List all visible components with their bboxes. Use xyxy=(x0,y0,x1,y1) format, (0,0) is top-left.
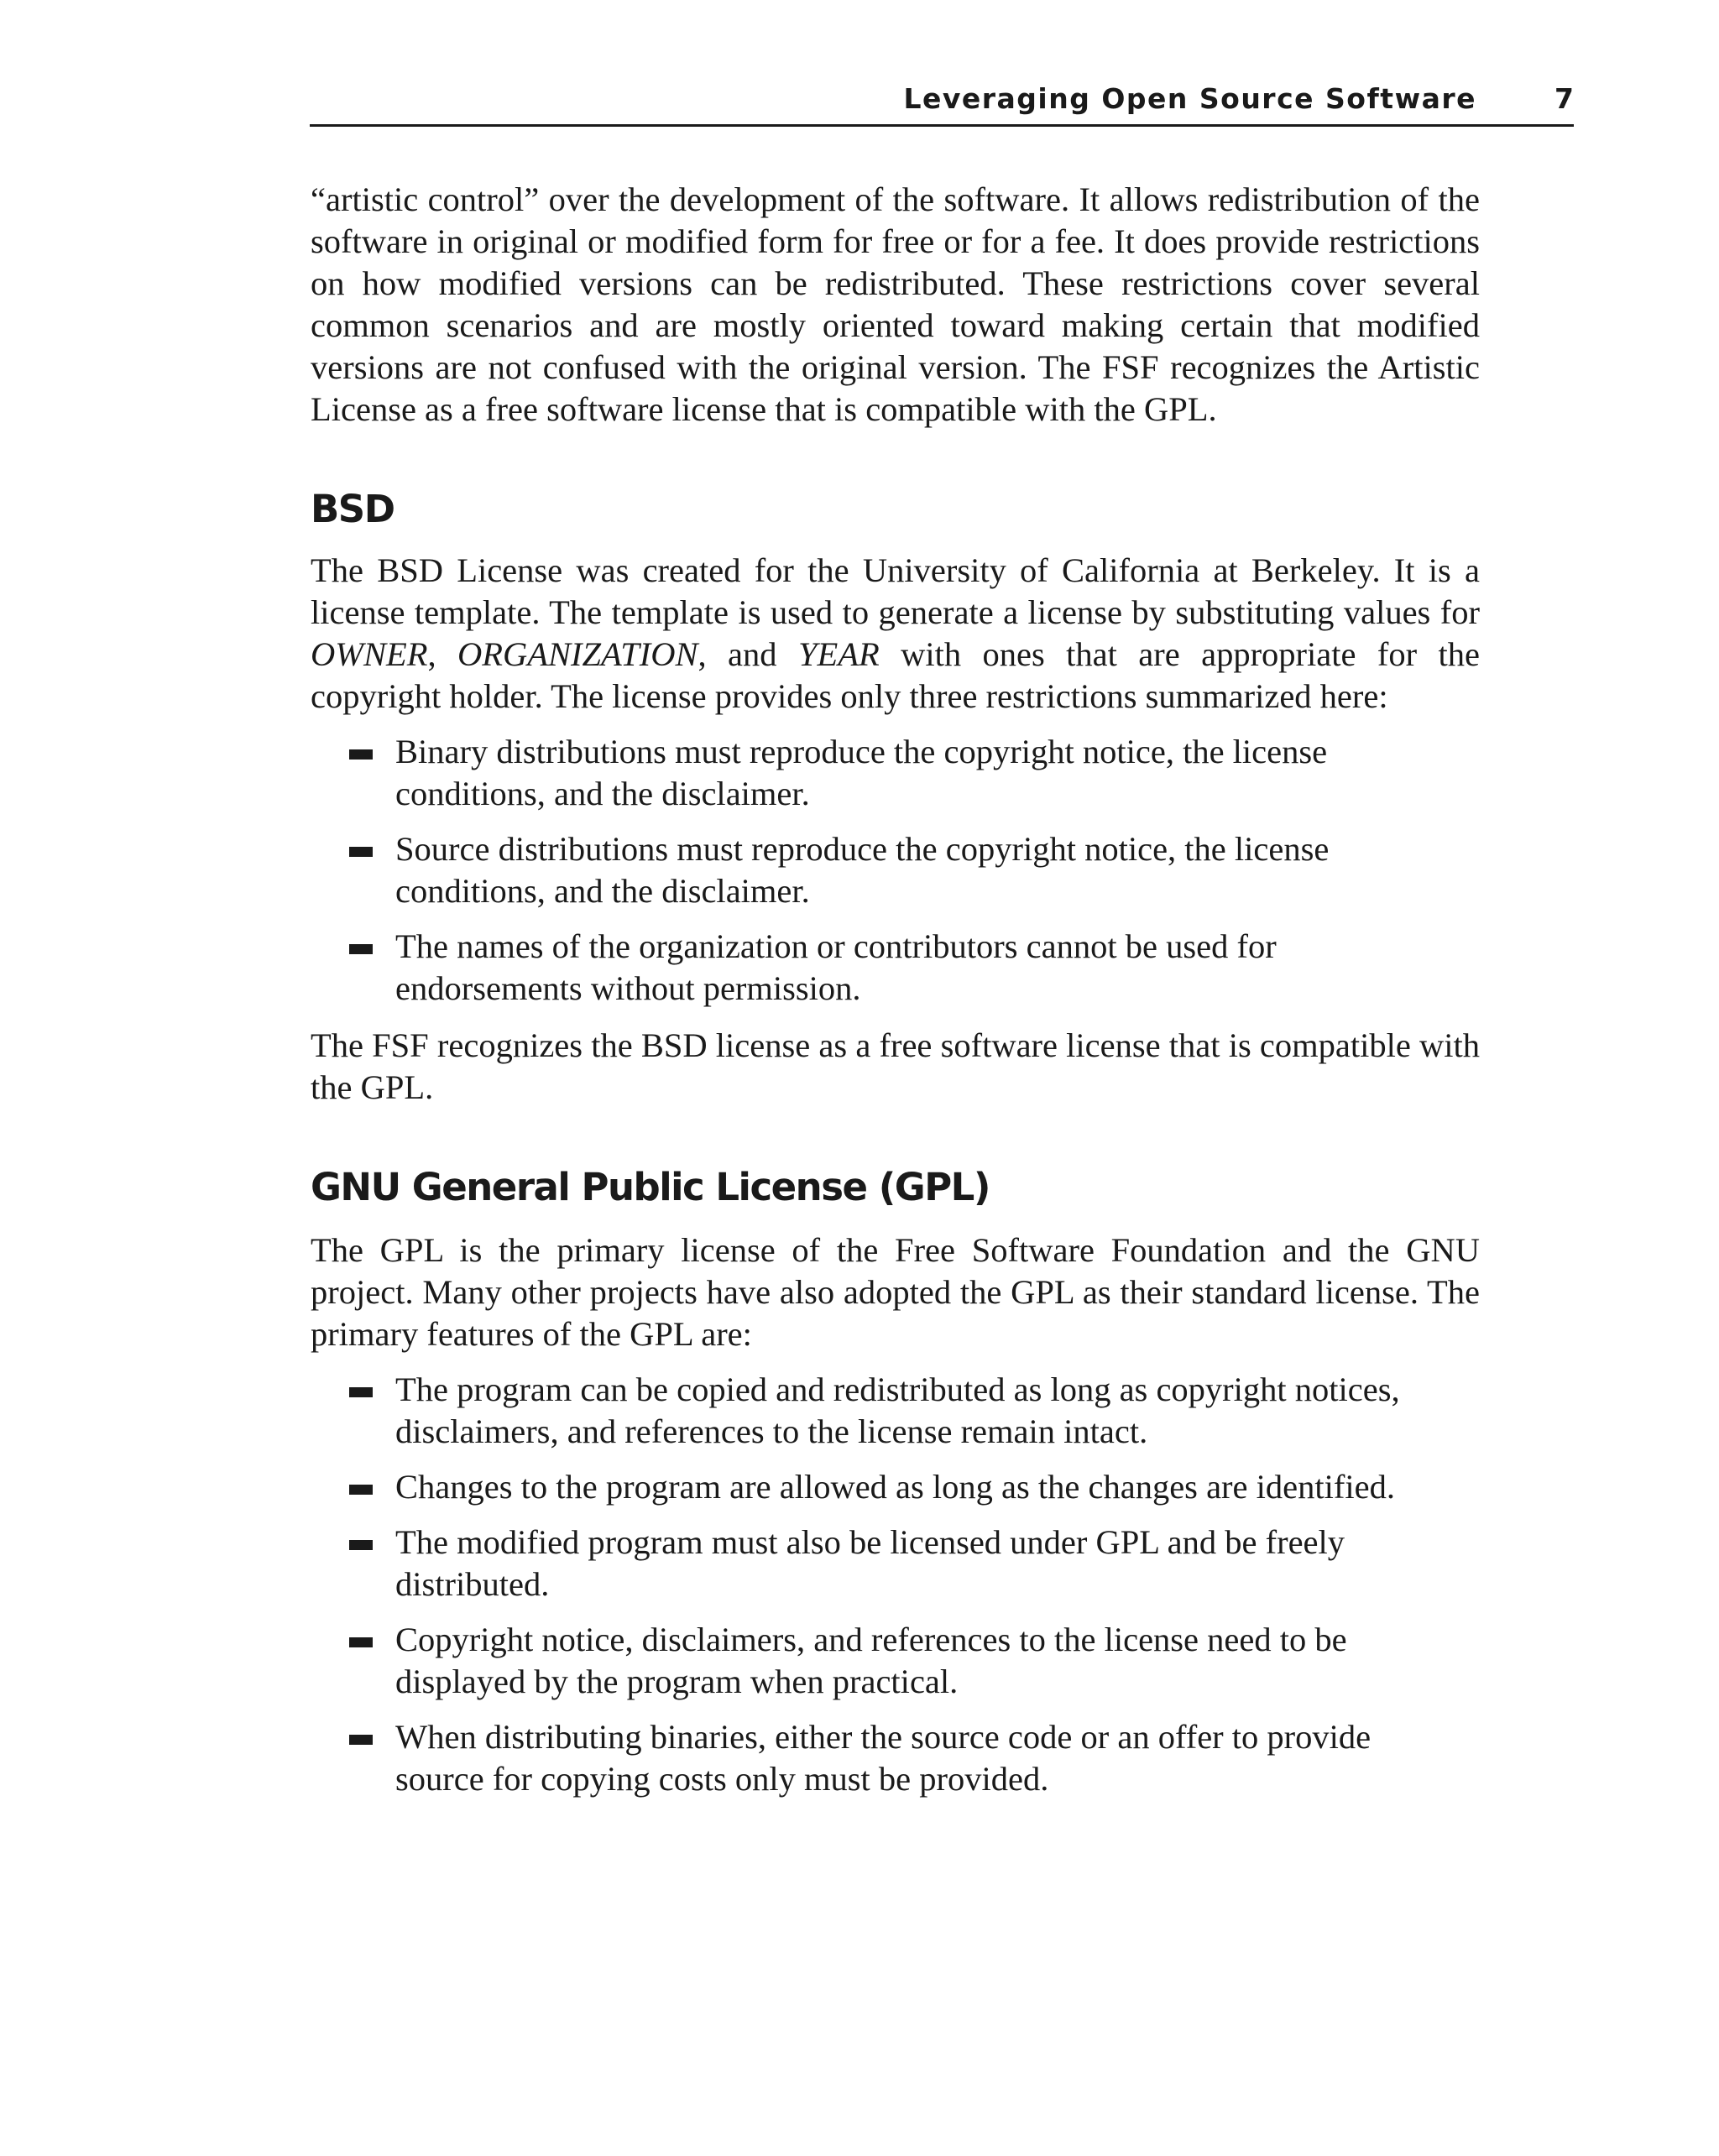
list-item xyxy=(311,1522,1480,1605)
page-content xyxy=(311,179,1480,1815)
bsd-intro-paragraph xyxy=(311,550,1480,718)
square-bullet-icon xyxy=(349,1540,373,1550)
gpl-intro-paragraph: The GPL is the primary license of the Free Software Foundation and the GNU project. Many other projects have also adopted the GPL as their standard license. The primary features of the GPL are: xyxy=(311,1231,1480,1353)
section-heading-bsd: BSD xyxy=(311,487,394,531)
square-bullet-icon xyxy=(349,1485,373,1495)
separator: , xyxy=(427,635,458,673)
list-item-text: The program can be copied and redistributed as long as copyright notices, disclaimers, and references to the license remain intact. xyxy=(395,1370,1400,1450)
bsd-intro-text: with ones that are appropriate for the copyright holder. The license provides only three restrictions summarized here: xyxy=(311,635,1481,715)
square-bullet-icon xyxy=(349,1637,373,1647)
square-bullet-icon xyxy=(349,1387,373,1397)
bsd-intro-text: The BSD License was created for the University of California at Berkeley. It is a license template. The template is used to generate a license by substituting values for xyxy=(311,551,1480,631)
page-number: 7 xyxy=(1554,82,1574,115)
bsd-restrictions-list xyxy=(311,731,1480,1010)
list-item xyxy=(311,828,1480,912)
section-heading-gpl: GNU General Public License (GPL) xyxy=(311,1165,990,1209)
term-owner: OWNER xyxy=(311,635,428,673)
list-item-text: Binary distributions must reproduce the copyright notice, the license conditions, and the disclaimer. xyxy=(395,733,1328,812)
list-item xyxy=(311,1716,1480,1800)
list-item-text: When distributing binaries, either the source code or an offer to provide source for copying costs only must be provided. xyxy=(395,1718,1372,1798)
list-item xyxy=(311,731,1480,815)
square-bullet-icon xyxy=(349,944,373,954)
square-bullet-icon xyxy=(349,749,373,760)
square-bullet-icon xyxy=(349,847,373,857)
running-title: Leveraging Open Source Software xyxy=(903,82,1476,115)
list-item-text: The names of the organization or contributors cannot be used for endorsements without permission. xyxy=(395,927,1277,1007)
intro-paragraph: “artistic control” over the development of the software. It allows redistribution of the software in original or modified form for free or for a fee. It does provide restrictions on how modified versions can be redistributed. These restrictions cover several common scenarios and are mostly oriented toward making certain that modified versions are not confused with the original version. The FSF recognizes the Artistic License as a free software license that is compatible with the GPL. xyxy=(311,180,1480,428)
list-item-text: Changes to the program are allowed as long as the changes are identified. xyxy=(395,1468,1395,1506)
list-item xyxy=(311,1619,1480,1703)
list-item xyxy=(311,926,1480,1010)
list-item-text: Copyright notice, disclaimers, and references to the license need to be displayed by the program when practical. xyxy=(395,1621,1347,1700)
gpl-features-list xyxy=(311,1369,1480,1800)
term-organization: ORGANIZATION xyxy=(457,635,698,673)
square-bullet-icon xyxy=(349,1735,373,1745)
running-head xyxy=(310,74,1574,127)
list-item xyxy=(311,1369,1480,1453)
list-item-text: Source distributions must reproduce the copyright notice, the license conditions, and the disclaimer. xyxy=(395,830,1330,910)
term-year: YEAR xyxy=(797,635,880,673)
separator: , and xyxy=(698,635,798,673)
bsd-closing-paragraph: The FSF recognizes the BSD license as a free software license that is compatible with the GPL. xyxy=(311,1026,1480,1106)
list-item xyxy=(311,1466,1480,1508)
list-item-text: The modified program must also be licensed under GPL and be freely distributed. xyxy=(395,1523,1345,1603)
